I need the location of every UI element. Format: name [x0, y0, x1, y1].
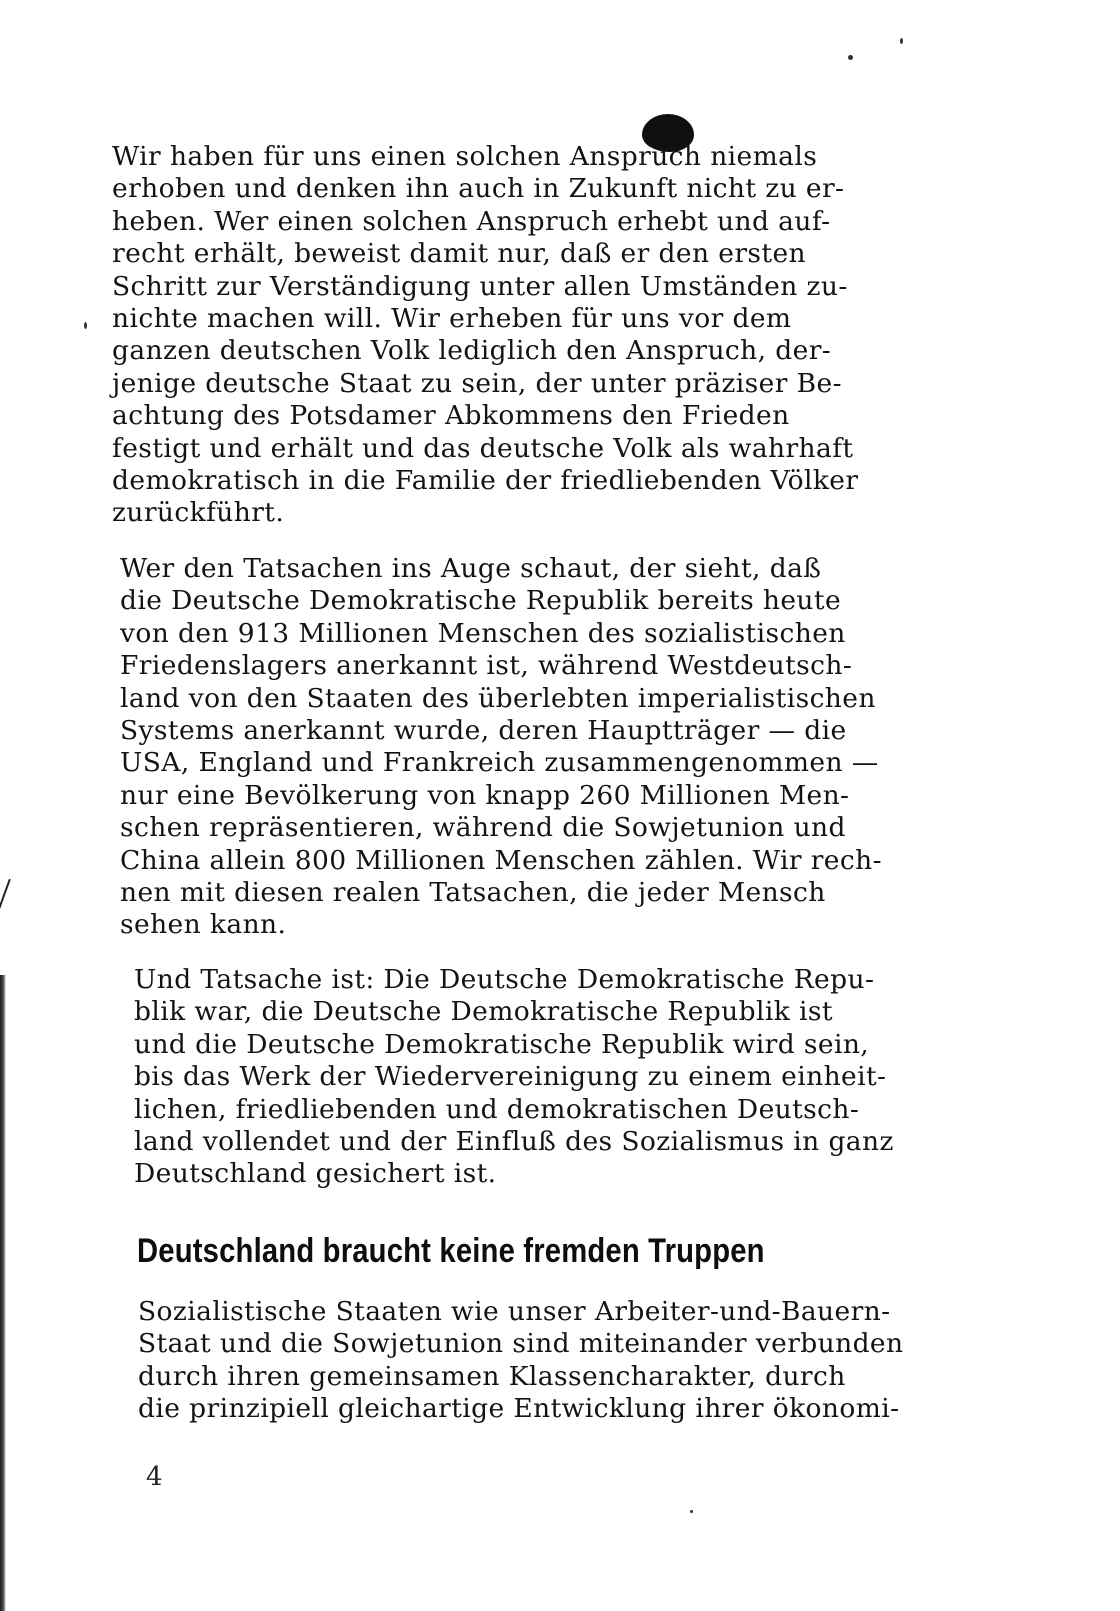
- scan-edge-shadow: [0, 975, 6, 1611]
- text-line: Schritt zur Verständigung unter allen Umständen zu-: [112, 270, 848, 302]
- text-line: China allein 800 Millionen Menschen zählen. Wir rech-: [120, 844, 882, 876]
- text-line: Und Tatsache ist: Die Deutsche Demokratische Repu-: [134, 964, 875, 995]
- text-line: Deutschland gesichert ist.: [134, 1158, 497, 1190]
- dust-speck: [848, 55, 853, 60]
- text-line: festigt und erhält und das deutsche Volk als wahrhaft: [112, 432, 854, 464]
- text-line: erhoben und denken ihn auch in Zukunft nicht zu er-: [112, 173, 845, 205]
- text-line: nur eine Bevölkerung von knapp 260 Millionen Men-: [120, 779, 850, 811]
- text-line: bis das Werk der Wiedervereinigung zu einem einheit-: [134, 1061, 887, 1093]
- text-line: von den 913 Millionen Menschen des sozialistischen: [120, 617, 846, 649]
- margin-mark: [0, 879, 11, 917]
- text-line: Systems anerkannt wurde, deren Hauptträger — die: [120, 715, 847, 747]
- dust-speck: [690, 1510, 693, 1513]
- text-line: Wir haben für uns einen solchen Anspruch niemals: [112, 141, 818, 172]
- text-line: ganzen deutschen Volk lediglich den Anspruch, der-: [112, 335, 832, 367]
- text-line: achtung des Potsdamer Abkommens den Frieden: [112, 400, 790, 432]
- text-line: sehen kann.: [120, 909, 287, 941]
- text-line: zurückführt.: [112, 497, 285, 529]
- text-line: Wer den Tatsachen ins Auge schaut, der sieht, daß: [120, 553, 822, 584]
- text-line: land von den Staaten des überlebten imperialistischen: [120, 682, 876, 714]
- paragraph-4: [138, 1296, 1004, 1426]
- text-line: land vollendet und der Einfluß des Sozialismus in ganz: [134, 1126, 894, 1158]
- text-line: die Deutsche Demokratische Republik bereits heute: [120, 585, 842, 617]
- paragraph-1: [112, 141, 980, 530]
- text-line: demokratisch in die Familie der friedliebenden Völker: [112, 465, 859, 497]
- page-number: 4: [146, 1462, 163, 1492]
- text-line: jenige deutsche Staat zu sein, der unter präziser Be-: [112, 367, 842, 399]
- text-line: nichte machen will. Wir erheben für uns vor dem: [112, 303, 792, 335]
- text-line: Friedenslagers anerkannt ist, während Westdeutsch-: [120, 650, 853, 682]
- dust-speck: [84, 322, 87, 329]
- text-line: schen repräsentieren, während die Sowjetunion und: [120, 812, 846, 844]
- text-line: heben. Wer einen solchen Anspruch erhebt und auf-: [112, 205, 831, 237]
- dust-speck: [900, 38, 903, 44]
- text-line: nen mit diesen realen Tatsachen, die jeder Mensch: [120, 877, 826, 909]
- text-line: Staat und die Sowjetunion sind miteinander verbunden: [138, 1328, 904, 1360]
- text-line: Sozialistische Staaten wie unser Arbeiter-und-Bauern-: [138, 1296, 891, 1327]
- paragraph-2: [120, 553, 988, 942]
- paragraph-3: [134, 964, 1000, 1191]
- text-line: USA, England und Frankreich zusammengenommen —: [120, 747, 879, 779]
- text-line: lichen, friedliebenden und demokratischen Deutsch-: [134, 1093, 860, 1125]
- section-heading: Deutschland braucht keine fremden Truppen: [137, 1232, 765, 1270]
- text-line: durch ihren gemeinsamen Klassencharakter, durch: [138, 1360, 846, 1392]
- text-line: und die Deutsche Demokratische Republik wird sein,: [134, 1028, 870, 1060]
- text-line: recht erhält, beweist damit nur, daß er den ersten: [112, 238, 807, 270]
- text-line: blik war, die Deutsche Demokratische Republik ist: [134, 996, 833, 1028]
- text-line: die prinzipiell gleichartige Entwicklung ihrer ökonomi-: [138, 1393, 900, 1425]
